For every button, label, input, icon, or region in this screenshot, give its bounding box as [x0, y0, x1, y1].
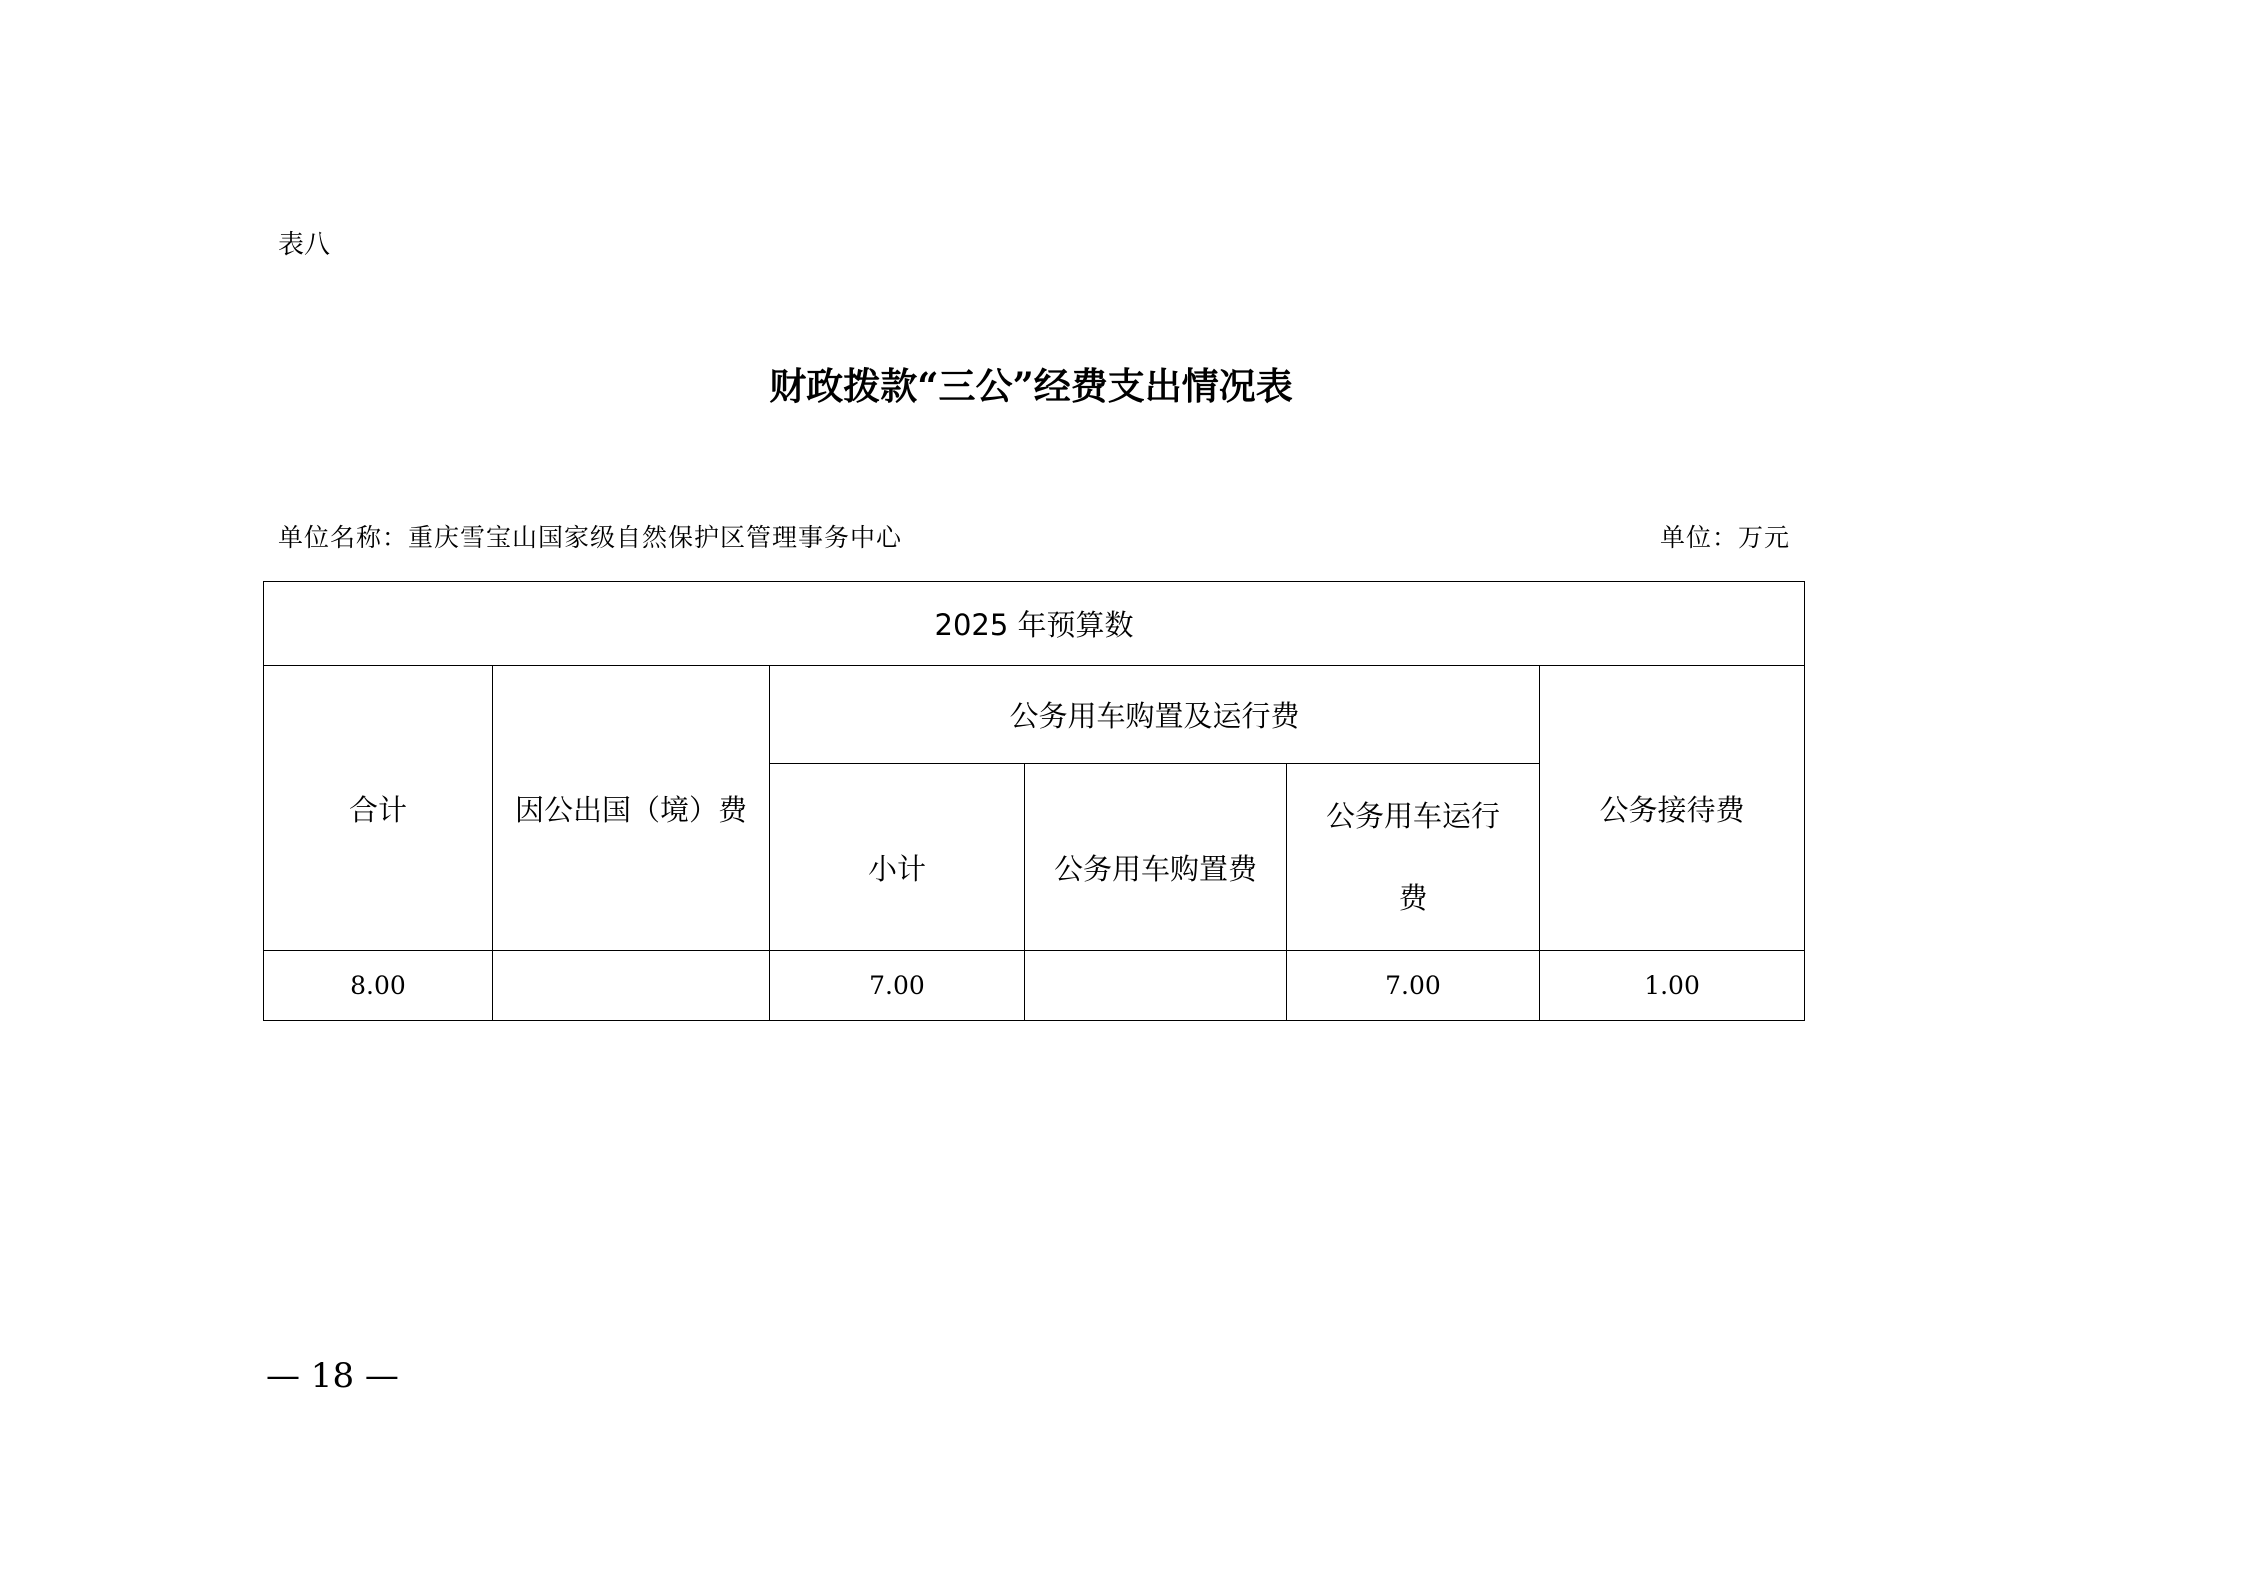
cell-reception: 1.00 [1540, 951, 1805, 1021]
document-title: 财政拨款“三公”经费支出情况表 [769, 364, 1293, 408]
cell-vehicle-run: 7.00 [1287, 951, 1540, 1021]
header-total: 合计 [264, 666, 493, 951]
header-vehicle-purchase: 公务用车购置费 [1025, 764, 1287, 951]
header-vehicle-group: 公务用车购置及运行费 [770, 666, 1540, 764]
cell-total: 8.00 [264, 951, 493, 1021]
year-header-cell: 2025 年预算数 [264, 582, 1805, 666]
header-reception: 公务接待费 [1540, 666, 1805, 951]
cell-subtotal: 7.00 [770, 951, 1025, 1021]
cell-abroad [493, 951, 770, 1021]
unit-name: 单位名称：重庆雪宝山国家级自然保护区管理事务中心 [278, 523, 903, 552]
header-vehicle-run-line1: 公务用车运行 [1325, 799, 1500, 833]
header-abroad: 因公出国（境）费 [493, 666, 770, 951]
table-label: 表八 [278, 230, 331, 260]
page-number: — 18 — [266, 1356, 399, 1396]
header-subtotal: 小计 [770, 764, 1025, 951]
table-header-row [264, 582, 1805, 666]
header-vehicle-run [1287, 764, 1540, 951]
currency-unit: 单位：万元 [1659, 523, 1790, 552]
table-row [264, 951, 1805, 1021]
table-header-row [264, 666, 1805, 764]
header-vehicle-run-line2: 费 [1398, 881, 1428, 915]
cell-vehicle-purchase [1025, 951, 1287, 1021]
budget-table [263, 581, 1805, 1021]
